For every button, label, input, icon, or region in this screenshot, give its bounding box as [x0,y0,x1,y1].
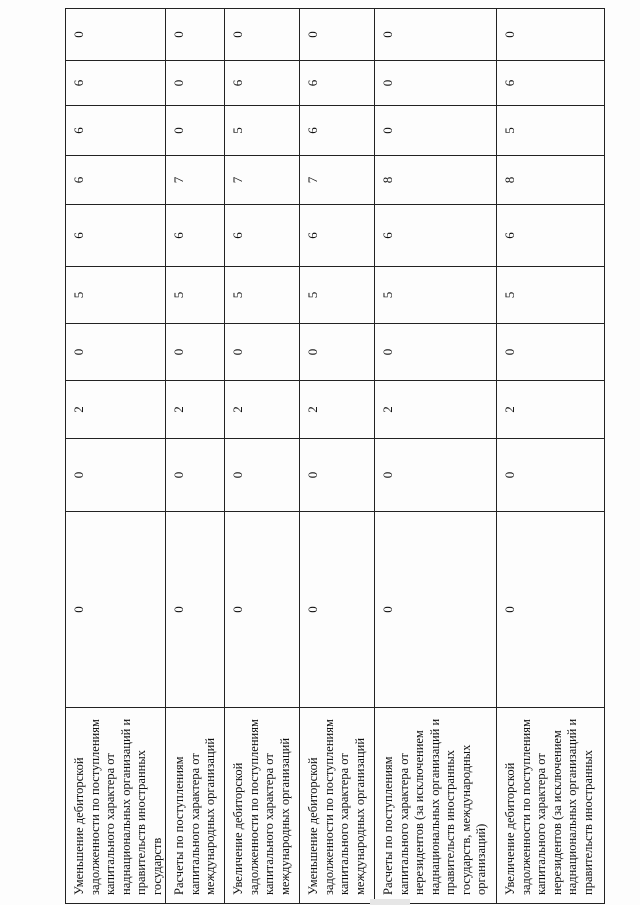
cell-value: 6 [225,205,300,267]
cell-value: 5 [300,267,375,324]
cell-value: 5 [497,106,605,156]
cell-value: 6 [300,106,375,156]
cell-value: 8 [497,156,605,205]
cell-value: 0 [497,512,605,708]
cell-value: 6 [66,106,166,156]
table-row [66,9,166,904]
cell-value: 0 [225,512,300,708]
scan-edge-mark [370,899,410,905]
cell-value: 2 [225,381,300,439]
cell-value: 6 [225,61,300,106]
cell-value: 0 [375,106,497,156]
row-label: Увеличение дебиторской задолженности по поступлениям капитального характера от нерезидентов (за исключением наднациональных организаций и правительств иностранных [497,708,605,904]
row-label: Уменьшение дебиторской задолженности по поступлениям капитального характера от международных организаций [300,708,375,904]
cell-value: 5 [66,267,166,324]
cell-value: 6 [66,61,166,106]
classification-table [65,8,605,904]
cell-value: 2 [375,381,497,439]
cell-value: 2 [300,381,375,439]
cell-value: 5 [166,267,225,324]
cell-value: 0 [225,439,300,512]
cell-value: 0 [166,9,225,61]
cell-value: 5 [225,267,300,324]
row-label: Расчеты по поступлениям капитального характера от международных организаций [166,708,225,904]
cell-value: 0 [300,512,375,708]
row-label: Расчеты по поступлениям капитального характера от нерезидентов (за исключением наднациональных организаций и правительств иностранных государств, международных организаций) [375,708,497,904]
cell-value: 8 [375,156,497,205]
cell-value: 6 [300,205,375,267]
cell-value: 0 [166,439,225,512]
cell-value: 0 [66,9,166,61]
cell-value: 0 [166,324,225,381]
cell-value: 0 [225,9,300,61]
cell-value: 0 [300,324,375,381]
cell-value: 5 [225,106,300,156]
cell-value: 0 [375,324,497,381]
cell-value: 6 [300,61,375,106]
cell-value: 7 [300,156,375,205]
cell-value: 5 [375,267,497,324]
cell-value: 0 [66,439,166,512]
cell-value: 0 [166,106,225,156]
table-row [375,9,497,904]
rotated-table-frame [65,31,599,904]
cell-value: 5 [497,267,605,324]
cell-value: 2 [66,381,166,439]
cell-value: 2 [166,381,225,439]
cell-value: 0 [66,324,166,381]
cell-value: 0 [225,324,300,381]
table-body [66,9,605,904]
cell-value: 0 [166,61,225,106]
cell-value: 0 [66,512,166,708]
cell-value: 6 [166,205,225,267]
table-row [300,9,375,904]
cell-value: 7 [166,156,225,205]
cell-value: 7 [225,156,300,205]
table-row [225,9,300,904]
row-label: Уменьшение дебиторской задолженности по поступлениям капитального характера от наднациональных организаций и правительств иностранных государств [66,708,166,904]
cell-value: 0 [300,9,375,61]
cell-value: 0 [497,9,605,61]
table-row [497,9,605,904]
cell-value: 0 [375,61,497,106]
cell-value: 6 [66,156,166,205]
cell-value: 0 [497,324,605,381]
cell-value: 0 [497,439,605,512]
row-label: Увеличение дебиторской задолженности по поступлениям капитального характера от международных организаций [225,708,300,904]
cell-value: 0 [375,9,497,61]
cell-value: 6 [66,205,166,267]
cell-value: 0 [375,439,497,512]
cell-value: 6 [497,205,605,267]
cell-value: 2 [497,381,605,439]
cell-value: 6 [497,61,605,106]
cell-value: 6 [375,205,497,267]
cell-value: 0 [166,512,225,708]
cell-value: 0 [375,512,497,708]
cell-value: 0 [300,439,375,512]
table-row [166,9,225,904]
